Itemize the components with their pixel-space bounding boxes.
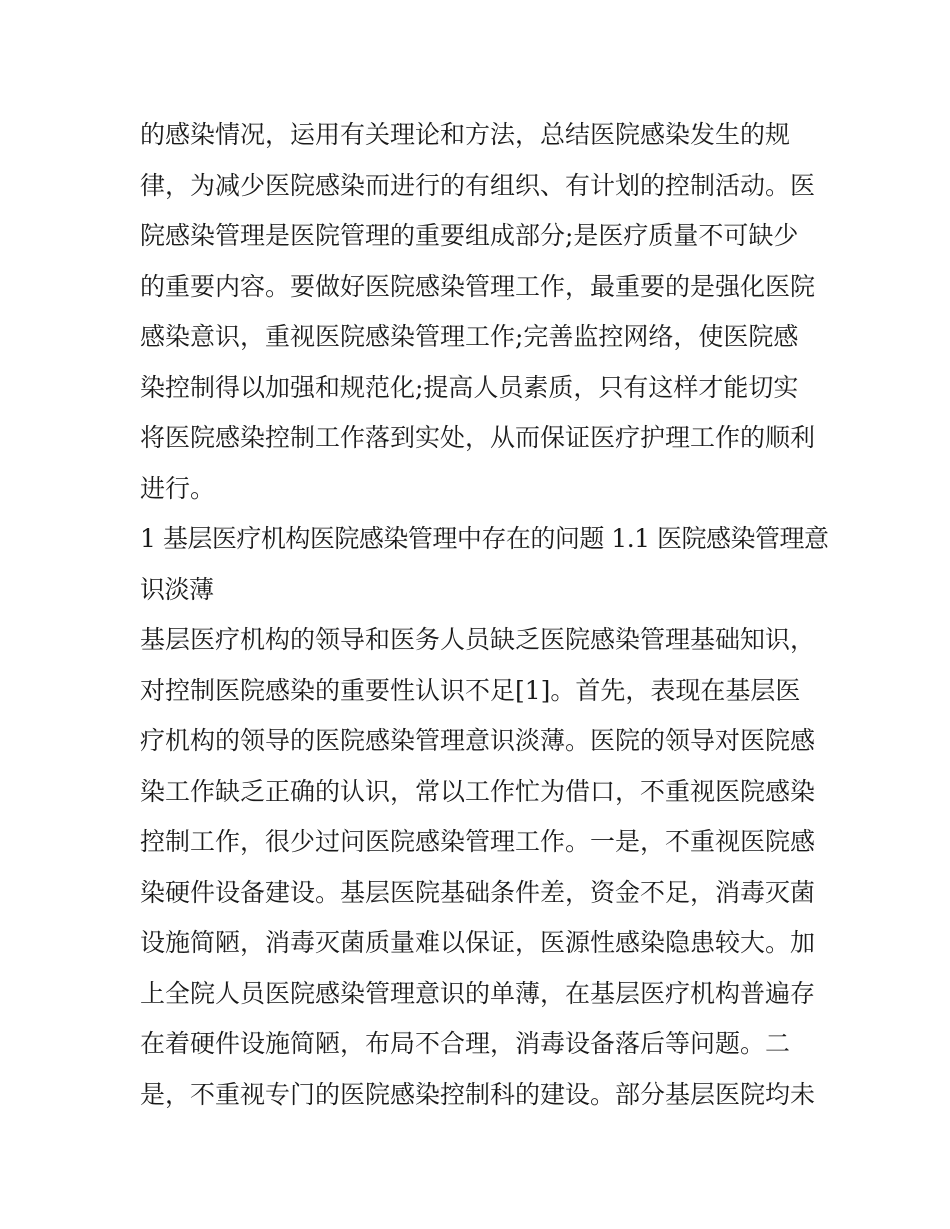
text-line: 律，为减少医院感染而进行的有组织、有计划的控制活动。医: [140, 170, 816, 200]
text-line: 染工作缺乏正确的认识，常以工作忙为借口，不重视医院感染: [140, 776, 816, 806]
text-line: 染硬件设备建设。基层医院基础条件差，资金不足，消毒灭菌: [140, 877, 816, 907]
text-line: 院感染管理是医院管理的重要组成部分;是医疗质量不可缺少: [140, 221, 799, 250]
text-line: 设施简陋，消毒灭菌质量难以保证，医源性感染隐患较大。加: [140, 928, 816, 957]
text-line: 是，不重视专门的医院感染控制科的建设。部分基层医院均未: [140, 1079, 816, 1109]
text-line: 将医院感染控制工作落到实处，从而保证医疗护理工作的顺利: [140, 423, 816, 452]
text-line: 控制工作，很少过问医院感染管理工作。一是，不重视医院感: [140, 827, 816, 856]
text-line: 上全院人员医院感染管理意识的单薄，在基层医疗机构普遍存: [140, 978, 816, 1008]
text-line: 进行。: [140, 473, 216, 503]
paragraph-intro-continued: [140, 110, 820, 514]
text-line: 疗机构的领导的医院感染管理意识淡薄。医院的领导对医院感: [140, 726, 816, 755]
section-heading: [140, 514, 829, 615]
text-line: 基层医疗机构的领导和医务人员缺乏医院感染管理基础知识，: [140, 625, 816, 654]
text-line: 对控制医院感染的重要性认识不足[1]。首先，表现在基层医: [140, 675, 801, 705]
text-line: 的重要内容。要做好医院感染管理工作，最重要的是强化医院: [140, 271, 816, 301]
heading-line: 识淡薄: [140, 574, 214, 604]
text-line: 染控制得以加强和规范化;提高人员素质，只有这样才能切实: [140, 372, 799, 402]
paragraph-awareness: [140, 615, 820, 1120]
text-line: 感染意识，重视医院感染管理工作;完善监控网络，使医院感: [140, 322, 799, 351]
heading-line: 1 基层医疗机构医院感染管理中存在的问题 1.1 医院感染管理意: [140, 524, 829, 553]
text-line: 在着硬件设施简陋，布局不合理，消毒设备落后等问题。二: [140, 1029, 791, 1058]
document-body: [140, 110, 829, 1120]
text-line: 的感染情况，运用有关理论和方法，总结医院感染发生的规: [140, 120, 791, 149]
